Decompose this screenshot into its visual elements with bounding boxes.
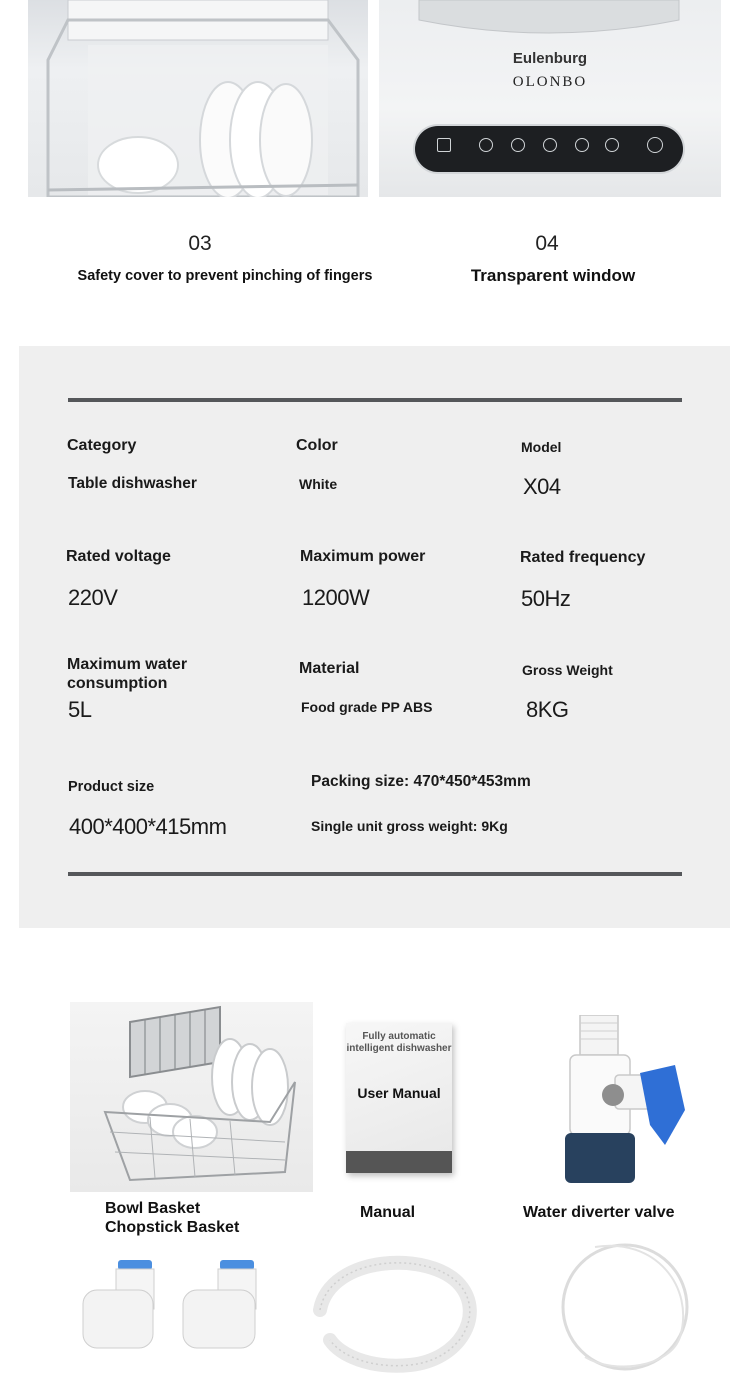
gross-weight-value: 8KG: [526, 697, 569, 722]
specifications-panel: [19, 346, 730, 928]
bottom-divider: [68, 872, 682, 876]
single-unit-gross-weight: Single unit gross weight: 9Kg: [311, 818, 508, 834]
bowl-basket-photo: [70, 1002, 313, 1192]
model-value: X04: [523, 474, 561, 499]
water-diverter-valve-label: Water diverter valve: [523, 1204, 675, 1221]
water-consumption-label-line-2: consumption: [67, 675, 168, 692]
category-value: Table dishwasher: [68, 475, 197, 492]
rated-frequency-label: Rated frequency: [520, 549, 646, 566]
feature-text-transparent-window: Transparent window: [470, 266, 636, 285]
user-manual-photo: [346, 1023, 452, 1173]
basket-illustration: [70, 1002, 313, 1192]
material-value: Food grade PP ABS: [301, 699, 433, 715]
lightning-icon: [479, 138, 493, 152]
water-consumption-value: 5L: [68, 697, 92, 722]
inlet-tube-photo: [555, 1237, 700, 1377]
material-label: Material: [299, 660, 360, 677]
control-panel-photo: [379, 0, 721, 197]
drain-hose-illustration: [310, 1245, 485, 1375]
grid-icon: [437, 138, 451, 152]
feature-number-03: 03: [188, 232, 212, 255]
manual-cover-title: User Manual: [357, 1085, 441, 1101]
dishwasher-cover-photo: [28, 0, 368, 197]
drain-hose-photo: [310, 1245, 485, 1375]
maximum-power-value: 1200W: [302, 585, 370, 610]
power-icon: [647, 137, 663, 153]
bowl-basket-label: Bowl Basket: [105, 1200, 201, 1217]
color-label: Color: [296, 437, 338, 454]
manual-cover-subtitle: Fully automatic intelligent dishwasher: [346, 1031, 452, 1054]
basket-label: [105, 1199, 239, 1237]
elbow-connectors-photo: [78, 1255, 268, 1355]
water-consumption-label-line-1: Maximum water: [67, 656, 188, 673]
color-value: White: [299, 476, 338, 492]
product-size-label: Product size: [68, 779, 155, 795]
chopstick-basket-label: Chopstick Basket: [105, 1219, 240, 1236]
gross-weight-label: Gross Weight: [522, 662, 613, 678]
rated-voltage-value: 220V: [68, 585, 118, 610]
elbow-connectors-illustration: [78, 1255, 268, 1355]
manual-label: Manual: [360, 1204, 416, 1221]
packing-size: Packing size: 470*450*453mm: [311, 773, 531, 790]
model-label: Model: [521, 439, 562, 455]
category-label: Category: [67, 437, 137, 454]
wash-icon: [511, 138, 525, 152]
brand-name-eulenburg: Eulenburg: [512, 50, 588, 67]
top-divider: [68, 398, 682, 402]
rated-frequency-value: 50Hz: [521, 586, 571, 611]
maximum-power-label: Maximum power: [300, 548, 426, 565]
valve-illustration: [555, 1015, 695, 1185]
touch-control-panel: [415, 126, 683, 172]
brand-name-olonbo: OLONBO: [512, 74, 588, 90]
manual-cover-base: [346, 1151, 452, 1173]
product-size-value: 400*400*415mm: [69, 814, 227, 839]
dishwasher-cover-illustration: [28, 0, 368, 197]
water-consumption-label: [67, 655, 187, 693]
steam-icon: [575, 138, 589, 152]
feature-text-safety-cover: Safety cover to prevent pinching of fingers: [77, 268, 373, 284]
rated-voltage-label: Rated voltage: [66, 548, 171, 565]
bowl-icon: [543, 138, 557, 152]
dry-icon: [605, 138, 619, 152]
inlet-tube-illustration: [555, 1237, 700, 1377]
feature-number-04: 04: [535, 232, 559, 255]
water-diverter-valve-photo: [555, 1015, 695, 1185]
